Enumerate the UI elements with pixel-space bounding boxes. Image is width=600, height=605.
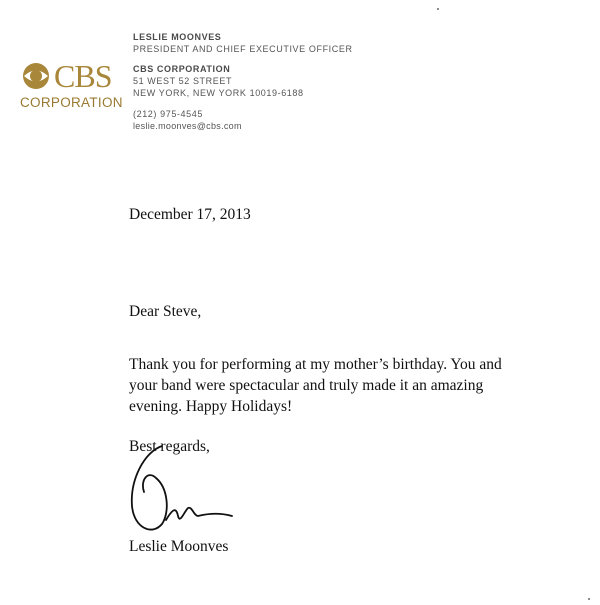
phone-number: (212) 975-4545 [133,109,203,119]
salutation: Dear Steve, [129,303,202,320]
scan-speck [588,598,590,600]
address-line-2: NEW YORK, NEW YORK 10019-6188 [133,88,304,98]
sender-name: LESLIE MOONVES [133,32,222,42]
address-line-1: 51 WEST 52 STREET [133,76,233,86]
handwritten-signature [122,440,252,540]
letter-body [129,354,502,417]
signer-name: Leslie Moonves [129,538,229,555]
cbs-logo [20,60,128,118]
cbs-wordmark: CBS [54,58,112,94]
body-line: your band were spectacular and truly made it an amazing [129,377,484,394]
cbs-eye-icon [22,62,50,90]
body-line: Thank you for performing at my mother’s birthday. You and [129,356,502,373]
body-line: evening. Happy Holidays! [129,398,293,415]
letterhead [0,0,600,140]
closing: Best regards, [129,438,210,455]
company-name: CBS CORPORATION [133,64,231,74]
sender-title: PRESIDENT AND CHIEF EXECUTIVE OFFICER [133,44,353,54]
scan-speck [437,8,439,10]
email-address: leslie.moonves@cbs.com [133,121,242,131]
corporation-wordmark: CORPORATION [20,95,123,110]
letter-date: December 17, 2013 [129,206,251,223]
